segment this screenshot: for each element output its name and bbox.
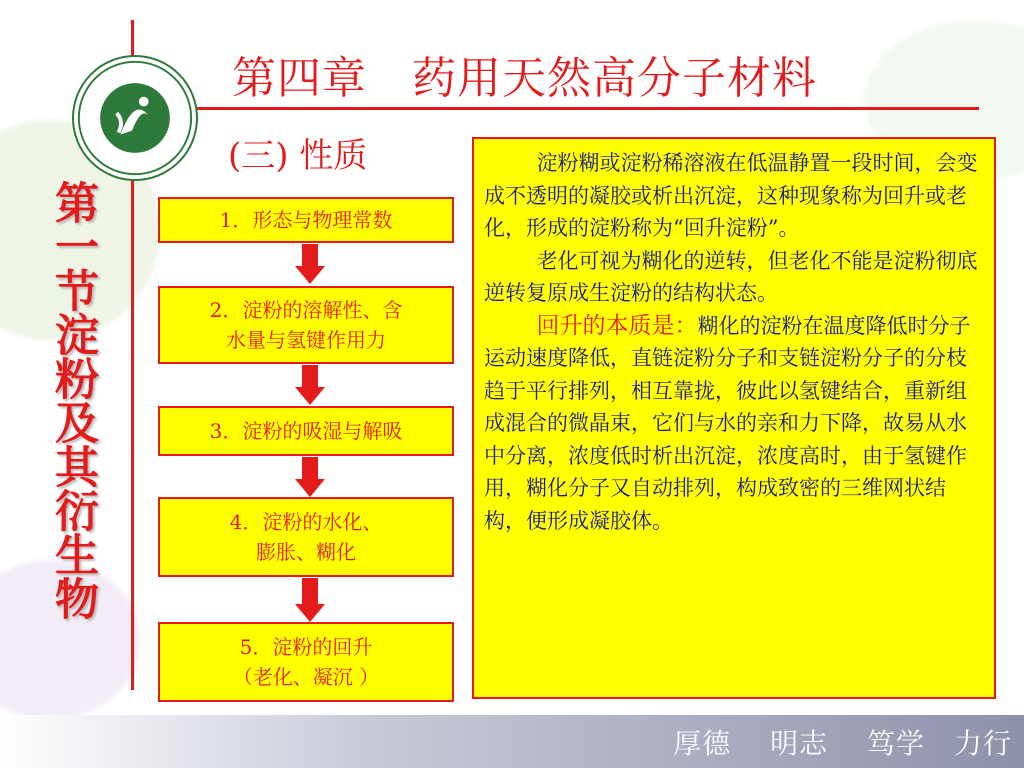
step-text: 水量与氢键作用力 [225,328,386,352]
paragraph-aging-reversal: 老化可视为糊化的逆转，但老化不能是淀粉彻底逆转复原成生淀粉的结构状态。 [484,248,978,305]
essence-lead: 回升的本质是： [536,312,698,339]
step-box-1 [158,197,454,243]
down-arrow-icon [295,244,325,284]
description-box [472,137,996,699]
paragraph-essence [484,310,984,538]
paragraph-retrogradation-definition: 淀粉糊或淀粉稀溶液在低温静置一段时间，会变成不透明的凝胶或析出沉淀，这种现象称为回升或老化，形成的淀粉称为“回升淀粉”。 [484,151,978,240]
section-vertical-title: 第一节淀粉及其衍生物 [47,180,98,620]
college-logo [72,55,198,181]
step-box-4 [158,497,454,577]
essence-body: 糊化的淀粉在温度降低时分子运动速度降低，直链淀粉分子和支链淀粉分子的分枝趋于平行排列，相互靠拢，彼此以氢键结合，重新组成混合的微晶束，它们与水的亲和力下降，故易从水中分离，浓度低时析出沉淀，浓度高时，由于氢键作用，糊化分子又自动排列，构成致密的三维网状结构，便形成凝胶体。 [484,313,971,533]
down-arrow-icon [295,578,325,622]
chapter-title: 第四章 药用天然高分子材料 [232,53,817,104]
step-text: 4．淀粉的水化、 [229,510,383,534]
step-text: （老化、凝沉 ） [232,665,380,689]
title-underline [131,107,979,110]
step-box-3 [158,406,454,456]
step-text: 5．淀粉的回升 [239,635,373,659]
down-arrow-icon [295,457,325,497]
step-text: 膨胀、糊化 [255,540,356,564]
step-box-5 [158,622,454,702]
step-text: 2．淀粉的溶解性、含 [209,298,403,322]
step-text: 3．淀粉的吸湿与解吸 [209,419,403,443]
footer-motto: 厚德 明志 笃学 力行 [673,727,1012,760]
step-text: 1．形态与物理常数 [219,208,393,232]
down-arrow-icon [295,365,325,405]
section-title: (三) 性质 [228,136,368,176]
step-box-2 [158,286,454,364]
